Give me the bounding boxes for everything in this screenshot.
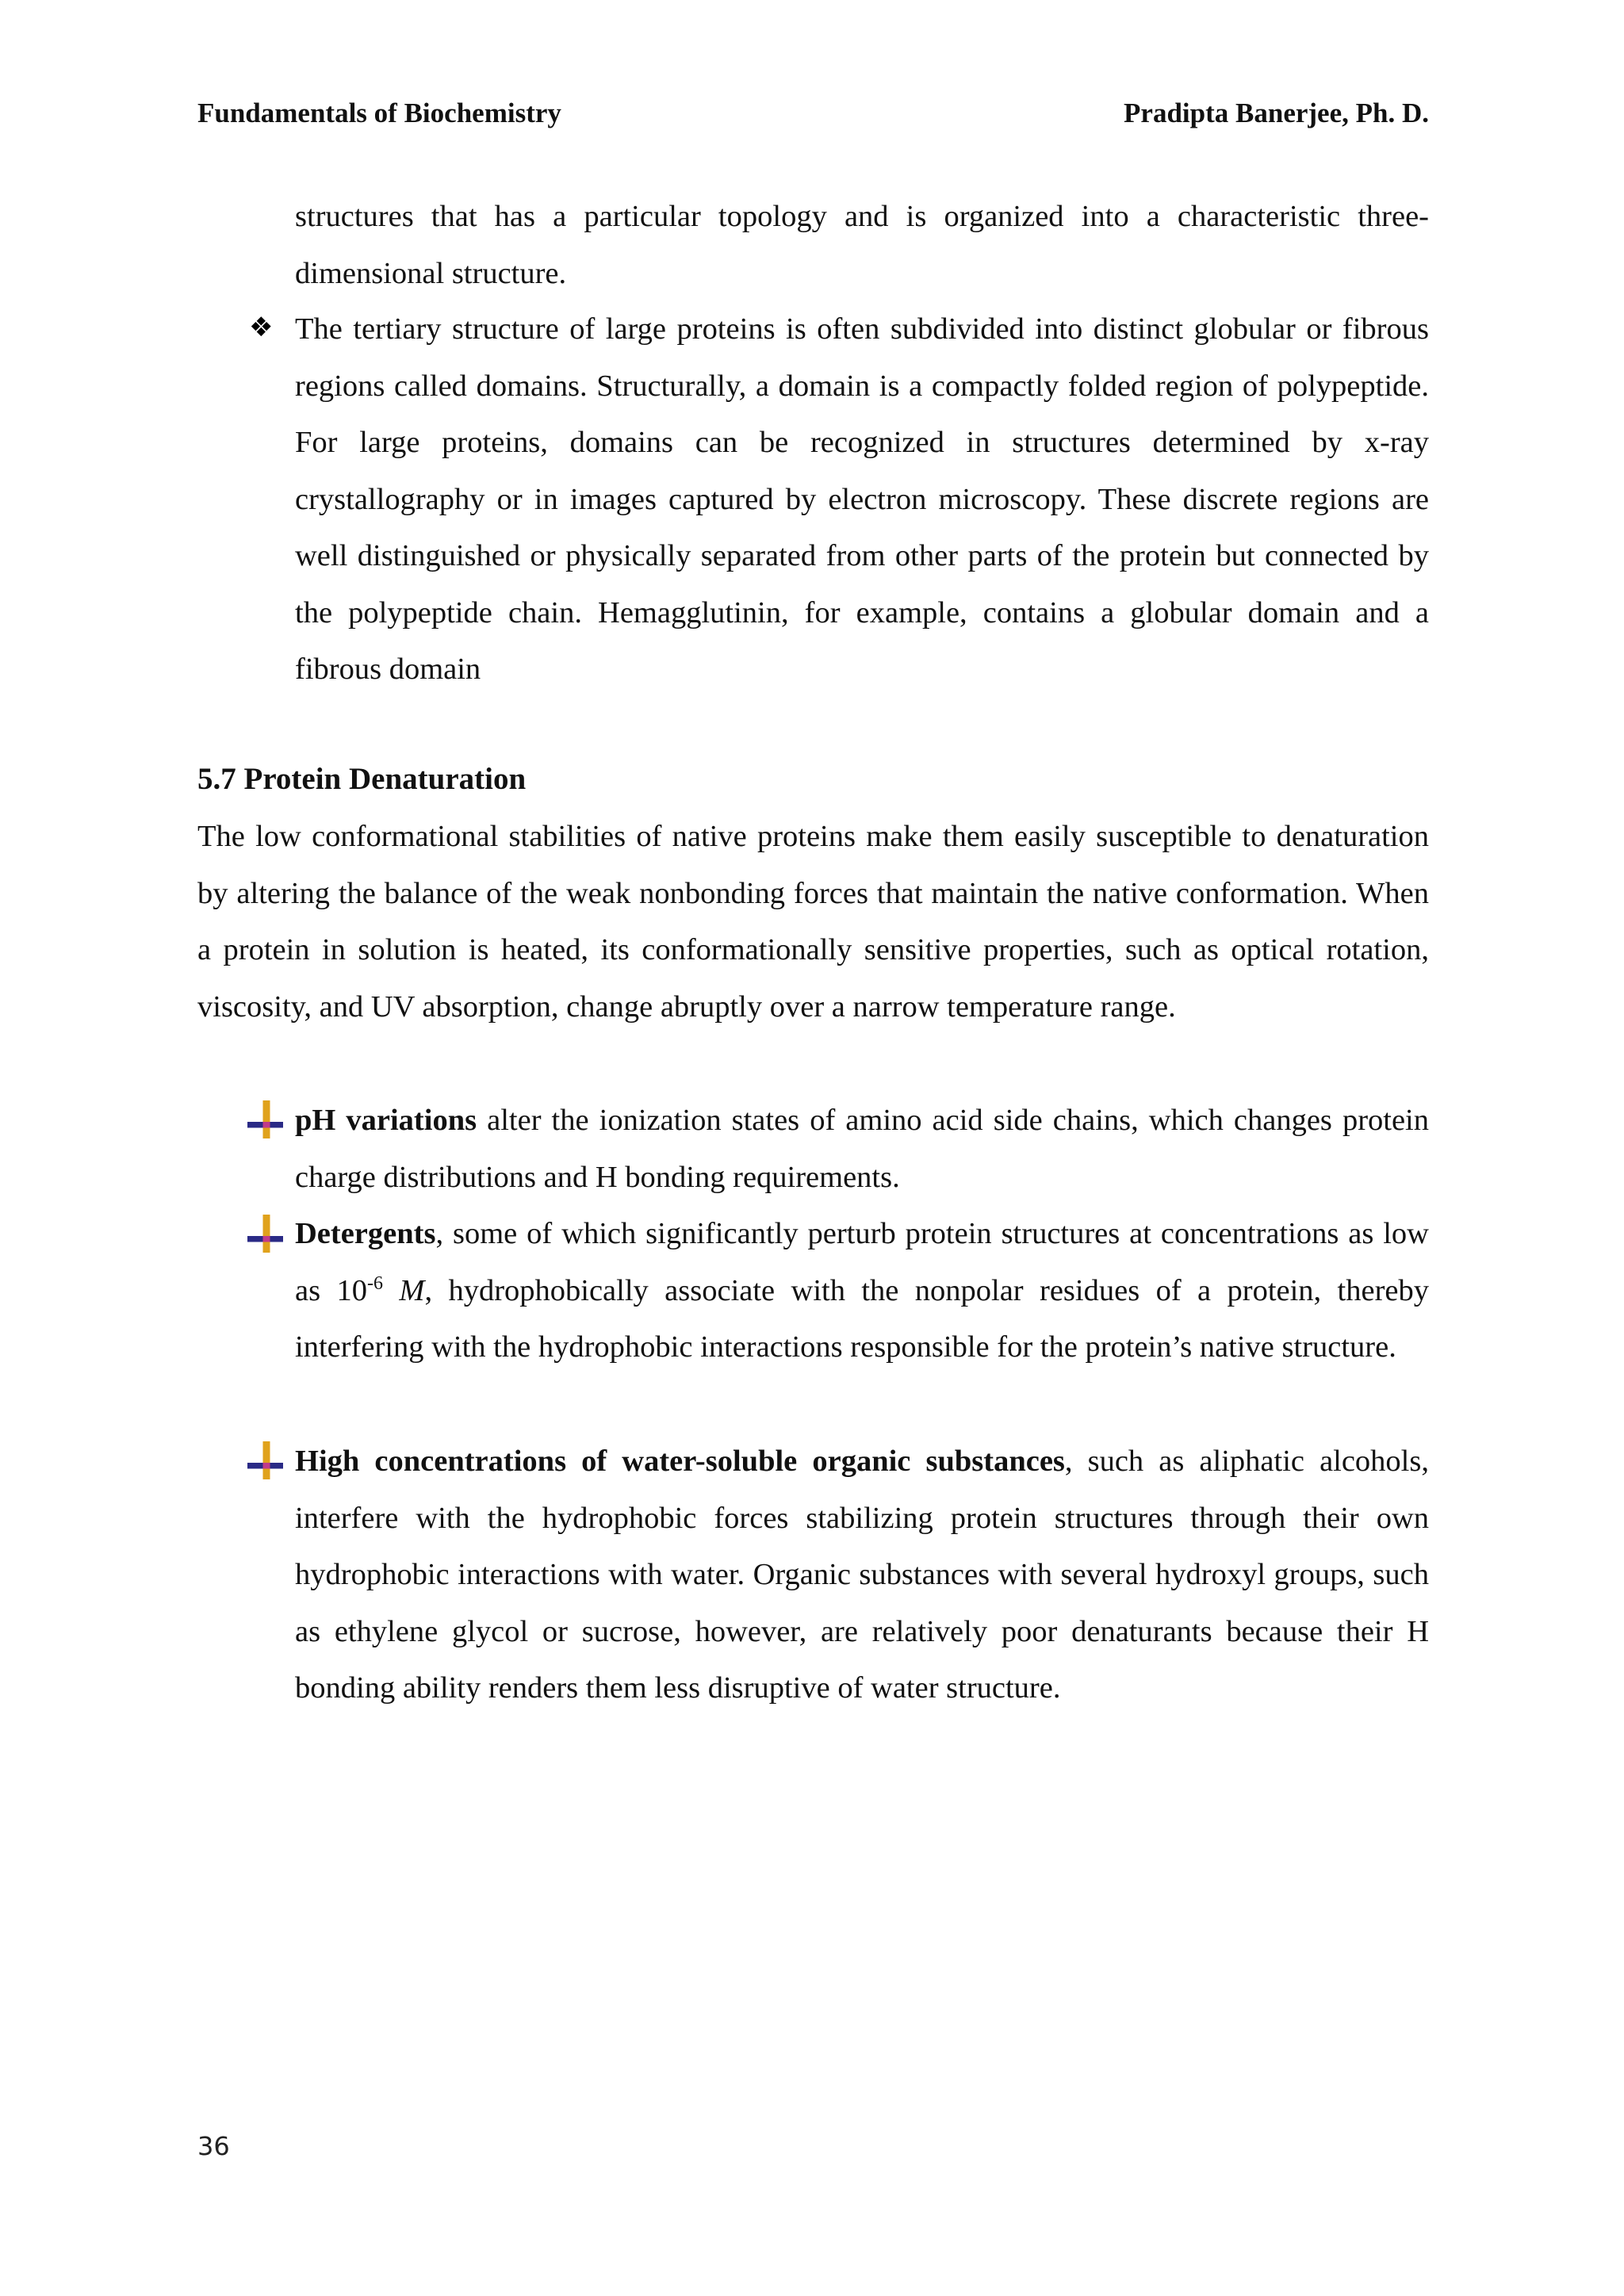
denaturant-term: pH variations — [295, 1104, 477, 1137]
cross-bullet-icon — [243, 1096, 290, 1143]
denaturant-term: Detergents — [295, 1217, 436, 1250]
denaturant-description-part2: , hydrophobically associate with the nonpolar residues of a protein, thereby interfering with the hydrophobic interactions responsible for the protein’s native structure. — [295, 1273, 1430, 1364]
denaturant-description: , such as aliphatic alcohols, interfere with the hydrophobic forces stabilizing protein structures through their own hydrophobic interactions with water. Organic substances with several hydroxyl groups, such as ethylene glycol or sucrose, however, are relatively poor denaturants because their H bonding ability renders them less disruptive of water structure. — [295, 1445, 1429, 1705]
domain-bullet-text: The tertiary structure of large proteins is often subdivided into distinct globular or fibrous regions called domains. Structurally, a domain is a compactly folded region of polypeptide. For large proteins, domains can be recognized in structures determined by x-ray crystallography or in images captured by electron microscopy. These discrete regions are well distinguished or physically separated from other parts of the protein but connected by the polypeptide chain. Hemagglutinin, for example, contains a globular domain and a fibrous domain — [295, 312, 1429, 686]
denaturant-item-organic — [295, 1433, 1429, 1717]
concentration-exponent: -6 — [366, 1272, 383, 1294]
diamond-bullet-icon: ❖ — [249, 312, 274, 343]
denaturant-term: High concentrations of water-soluble organic substances — [295, 1445, 1065, 1478]
header-book-title: Fundamentals of Biochemistry — [197, 98, 561, 128]
header-author: Pradipta Banerjee, Ph. D. — [1124, 98, 1429, 128]
section-intro-paragraph: The low conformational stabilities of native proteins make them easily susceptible to denaturation by altering the balance of the weak nonbonding forces that maintain the native conformation. When a protein in solution is heated, its conformationally sensitive properties, such as optical rotation, viscosity, and UV absorption, change abruptly over a narrow temperature range. — [197, 820, 1429, 1024]
page-number: 36 — [197, 2131, 230, 2161]
denaturant-item-ph — [295, 1093, 1429, 1206]
molar-unit: M — [399, 1273, 425, 1307]
continuation-paragraph: structures that has a particular topology and is organized into a characteristic three-dimensional structure. — [295, 200, 1429, 290]
denaturant-description: alter the ionization states of amino acid side chains, which changes protein charge distributions and H bonding requirements. — [295, 1104, 1429, 1194]
cross-bullet-icon — [243, 1210, 290, 1257]
cross-bullet-icon — [243, 1437, 290, 1484]
denaturant-description-part1: , some of which significantly perturb protein structures at concentrations as low as 10 — [295, 1217, 1429, 1307]
denaturant-item-detergents — [295, 1206, 1429, 1376]
section-heading: 5.7 Protein Denaturation — [197, 762, 527, 796]
